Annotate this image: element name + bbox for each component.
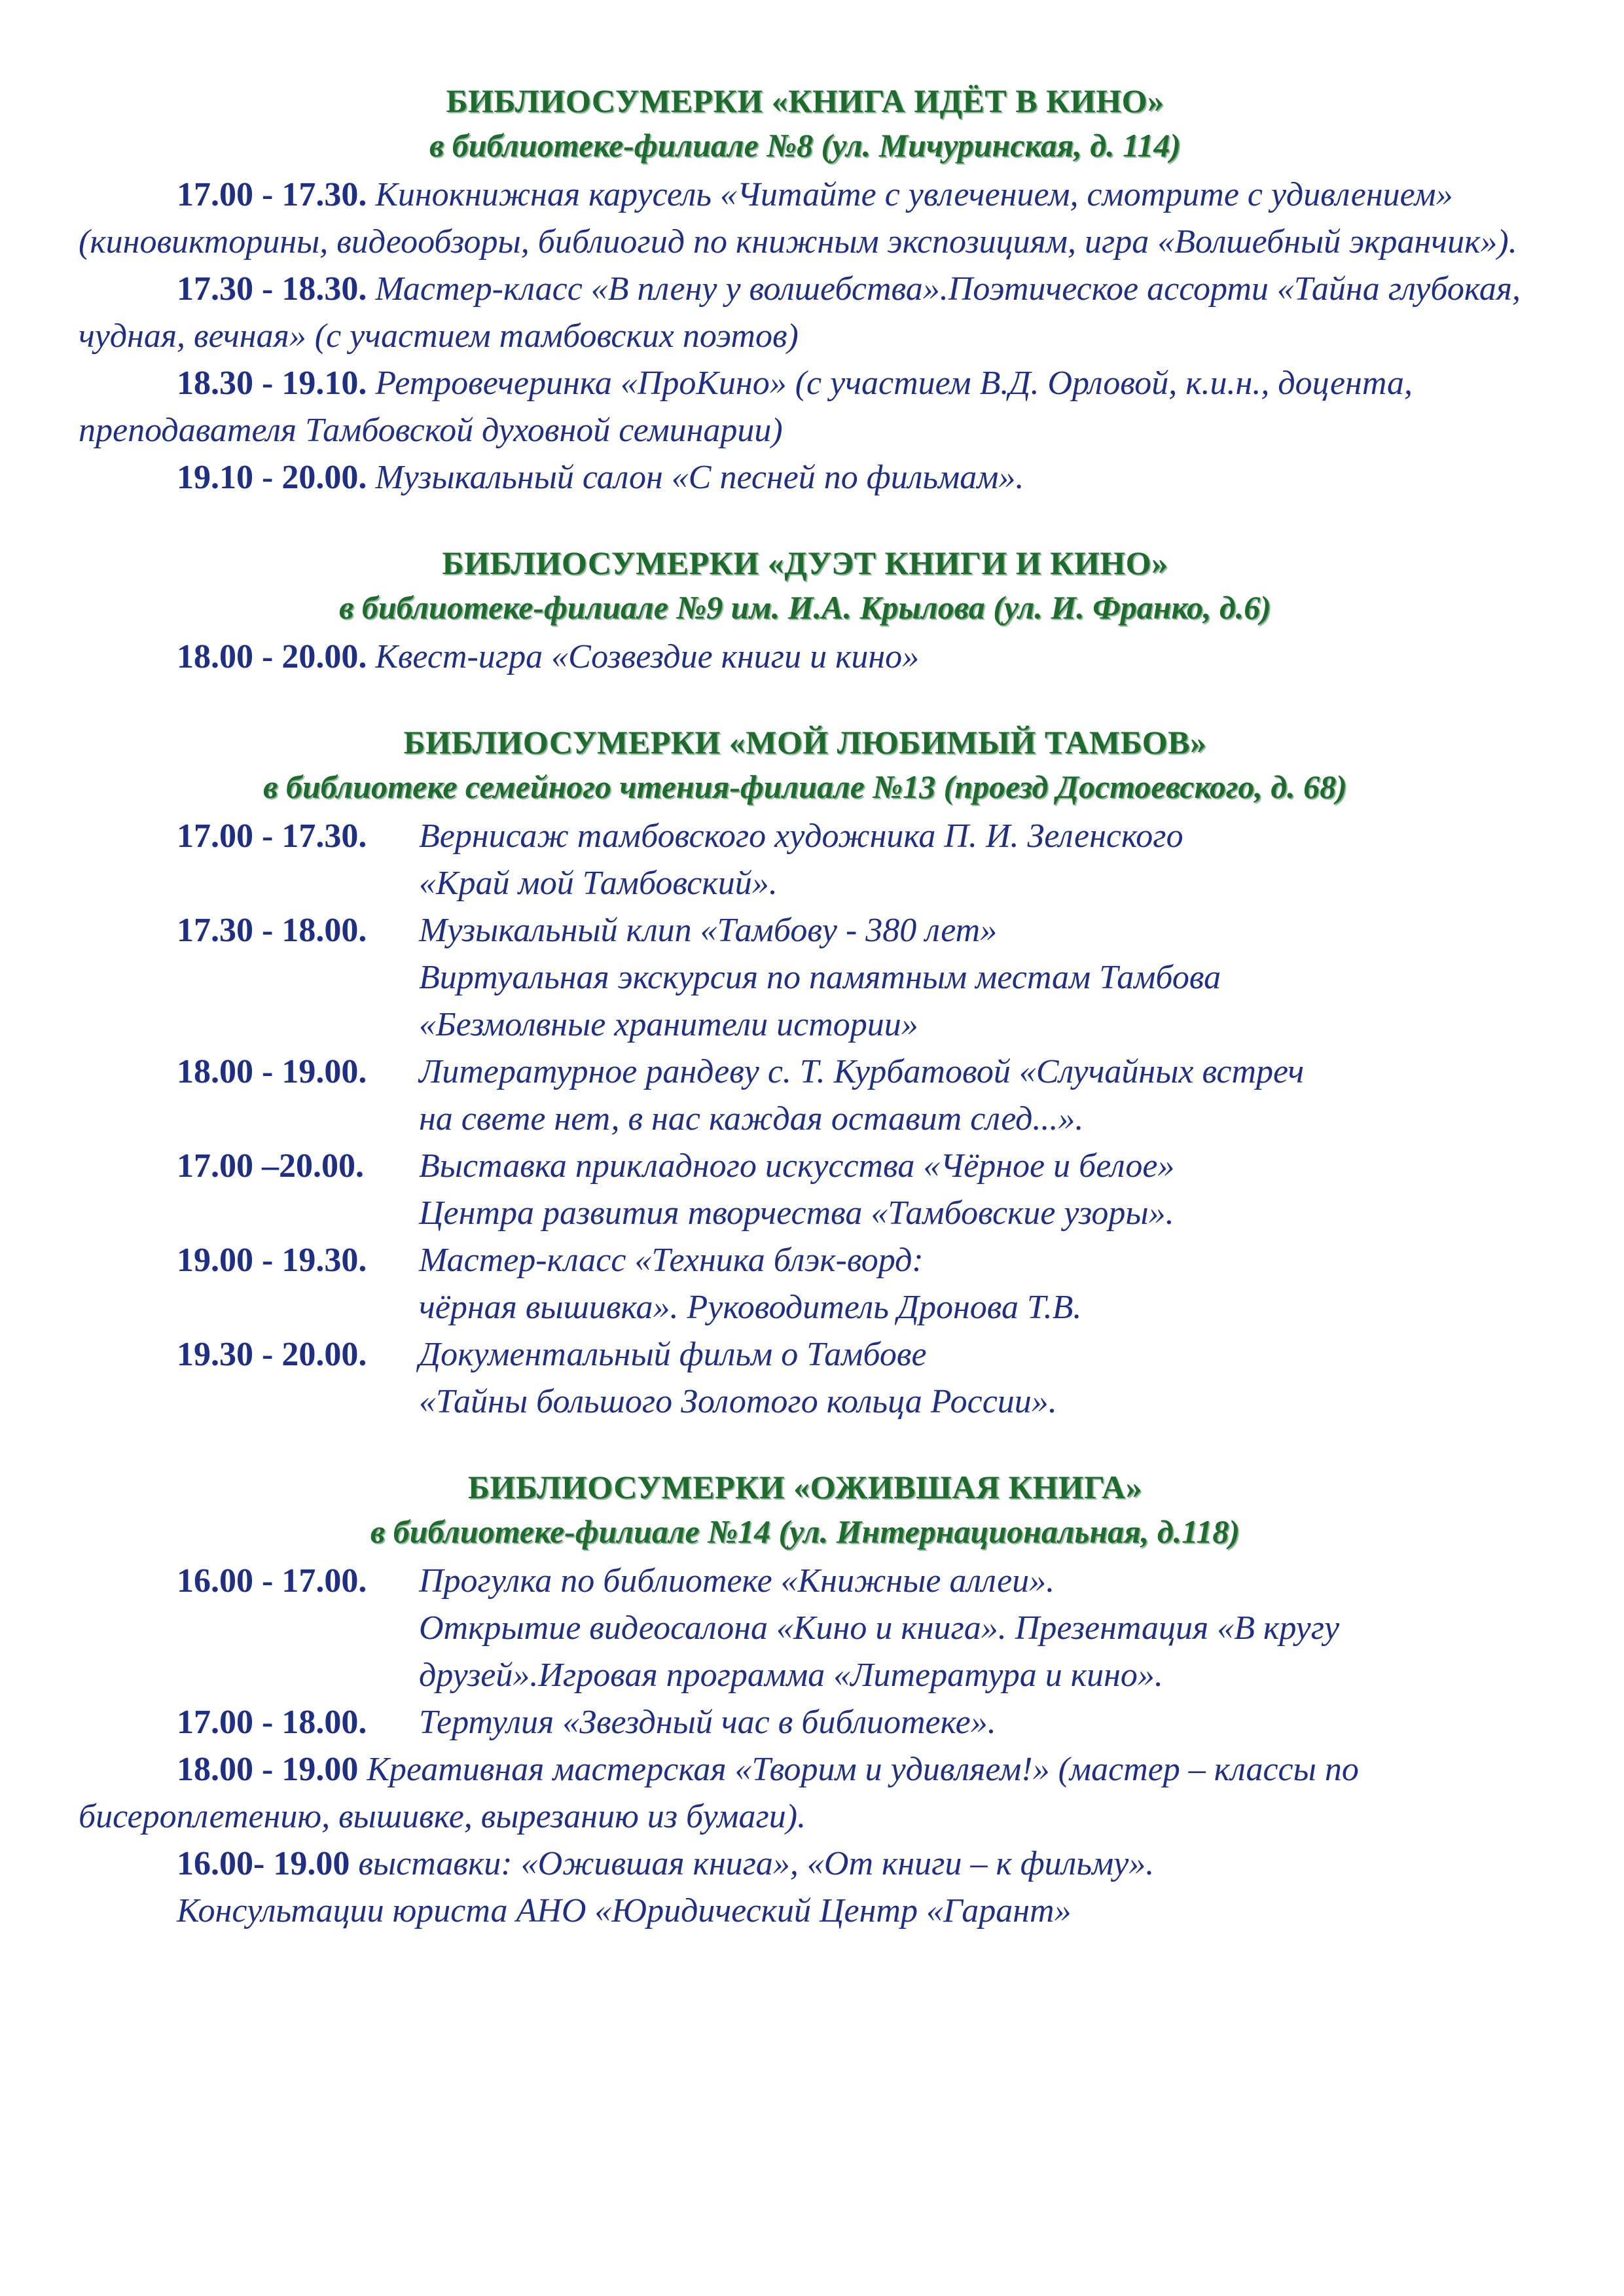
entry-line: Выставка прикладного искусства «Чёрное и белое»: [419, 1147, 1175, 1185]
entry-description: [419, 1331, 1532, 1426]
entry-time: 17.00 –20.00.: [177, 1147, 364, 1185]
section-title: БИБЛИОСУМЕРКИ «МОЙ ЛЮБИМЫЙ ТАМБОВ»: [403, 724, 1207, 761]
entry-line: Мастер-класс «Техника блэк-ворд:: [419, 1242, 924, 1279]
entry-description: Мастер-класс «В плену у волшебства».Поэтическое ассорти «Тайна глубокая, чудная, вечная» (с участием тамбовских поэтов): [79, 270, 1521, 355]
entry-line: «Край мой Тамбовский».: [419, 865, 778, 902]
section-subtitle: в библиотеке-филиале №9 им. И.А. Крылова (ул. И. Франко, д.6): [339, 589, 1271, 626]
entry-line: Центра развития творчества «Тамбовские узоры».: [419, 1194, 1174, 1232]
entry-line: Тертулия «Звездный час в библиотеке».: [419, 1704, 996, 1741]
schedule-entry: [79, 634, 1532, 681]
entry-line: чёрная вышивка». Руководитель Дронова Т.В.: [419, 1289, 1082, 1326]
entry-description: [419, 1237, 1532, 1331]
entry-time: 19.10 - 20.00.: [177, 459, 376, 496]
schedule-entry: [79, 1840, 1532, 1888]
section-subtitle: в библиотеке-филиале №14 (ул. Интернациональная, д.118): [370, 1513, 1240, 1550]
schedule-entry: [79, 266, 1532, 360]
entry-line: Вернисаж тамбовского художника П. И. Зеленского: [419, 817, 1183, 855]
entry-time: 17.00 - 17.30.: [177, 817, 367, 855]
schedule-entry: [79, 1558, 1532, 1699]
entry-time: 18.00 - 19.00: [177, 1751, 367, 1788]
entry-time: 17.00 - 17.30.: [177, 176, 376, 213]
entry-description: [419, 1699, 1532, 1746]
section-title: БИБЛИОСУМЕРКИ «КНИГА ИДЁТ В КИНО»: [446, 82, 1164, 119]
entry-description: Ретровечеринка «ПроКино» (с участием В.Д. Орловой, к.и.н., доцента, преподавателя Тамбовской духовной семинарии): [79, 365, 1413, 449]
entry-time: 19.00 - 19.30.: [177, 1242, 367, 1279]
entry-time: 17.30 - 18.00.: [177, 912, 367, 949]
entry-line: на свете нет, в нас каждая оставит след...».: [419, 1100, 1084, 1138]
section-subtitle: в библиотеке семейного чтения-филиале №13 (проезд Достоевского, д. 68): [263, 768, 1347, 805]
entry-description: Музыкальный салон «С песней по фильмам».: [375, 459, 1024, 496]
entry-description: [419, 1049, 1532, 1143]
entry-description: [419, 907, 1532, 1049]
section-title: БИБЛИОСУМЕРКИ «ОЖИВШАЯ КНИГА»: [467, 1469, 1143, 1505]
entry-description: выставки: «Ожившая книга», «От книги – к фильму».: [358, 1845, 1155, 1882]
section-ozhivshaya-kniga: [79, 1465, 1532, 1935]
entry-line: Литературное рандеву с. Т. Курбатовой «Случайных встреч: [419, 1053, 1305, 1090]
entry-description: Креативная мастерская «Творим и удивляем!» (мастер – классы по бисероплетению, вышивке, вырезанию из бумаги).: [79, 1751, 1359, 1835]
document-page: [79, 79, 1532, 1974]
entry-time: 16.00 - 17.00.: [177, 1562, 367, 1600]
entry-line: Открытие видеосалона «Кино и книга». Презентация «В кругу друзей».Игровая программа «Литература и кино».: [419, 1609, 1340, 1694]
entry-description: Квест-игра «Созвездие книги и кино»: [375, 638, 920, 675]
section-kniga-idet-v-kino: [79, 79, 1532, 501]
schedule-entry: [79, 171, 1532, 266]
schedule-entry: [79, 907, 1532, 1049]
entry-time: 18.00 - 20.00.: [177, 638, 376, 675]
entry-line: Музыкальный клип «Тамбову - 380 лет»: [419, 912, 998, 949]
schedule-entry: [79, 1699, 1532, 1746]
entry-time: 18.30 - 19.10.: [177, 365, 376, 402]
entry-time: 16.00- 19.00: [177, 1845, 359, 1882]
schedule-entry: [79, 454, 1532, 501]
entry-time: 17.30 - 18.30.: [177, 270, 376, 308]
entry-description: [419, 813, 1532, 907]
schedule-entry: [79, 1746, 1532, 1840]
entry-time: 19.30 - 20.00.: [177, 1336, 367, 1373]
entry-line: «Безмолвные хранители истории»: [419, 1006, 918, 1043]
schedule-entry: [79, 1143, 1532, 1237]
entry-line: Виртуальная экскурсия по памятным местам Тамбова: [419, 959, 1221, 996]
section-moi-lyubimyi-tambov: [79, 720, 1532, 1426]
schedule-entry: [79, 1331, 1532, 1426]
entry-time: 17.00 - 18.00.: [177, 1704, 367, 1741]
schedule-entry: [79, 1049, 1532, 1143]
entry-time: 18.00 - 19.00.: [177, 1053, 367, 1090]
entry-line: Прогулка по библиотеке «Книжные аллеи».: [419, 1562, 1055, 1600]
consultation-note: Консультации юриста АНО «Юридический Центр «Гарант»: [177, 1892, 1072, 1929]
entry-description: [419, 1558, 1532, 1699]
entry-description: [419, 1143, 1532, 1237]
entry-line: «Тайны большого Золотого кольца России».: [419, 1383, 1057, 1420]
entry-description: Кинокнижная карусель «Читайте с увлечением, смотрите с удивлением» (киновикторины, видеообзоры, библиогид по книжным экспозициям, игра «Волшебный экранчик»).: [79, 176, 1517, 260]
section-subtitle: в библиотеке-филиале №8 (ул. Мичуринская, д. 114): [429, 127, 1182, 164]
schedule-entry: [79, 360, 1532, 454]
schedule-entry: [79, 1237, 1532, 1331]
section-duet-knigi-i-kino: [79, 541, 1532, 681]
schedule-entry: [79, 813, 1532, 907]
entry-line: Документальный фильм о Тамбове: [419, 1336, 927, 1373]
section-title: БИБЛИОСУМЕРКИ «ДУЭТ КНИГИ И КИНО»: [442, 545, 1168, 581]
